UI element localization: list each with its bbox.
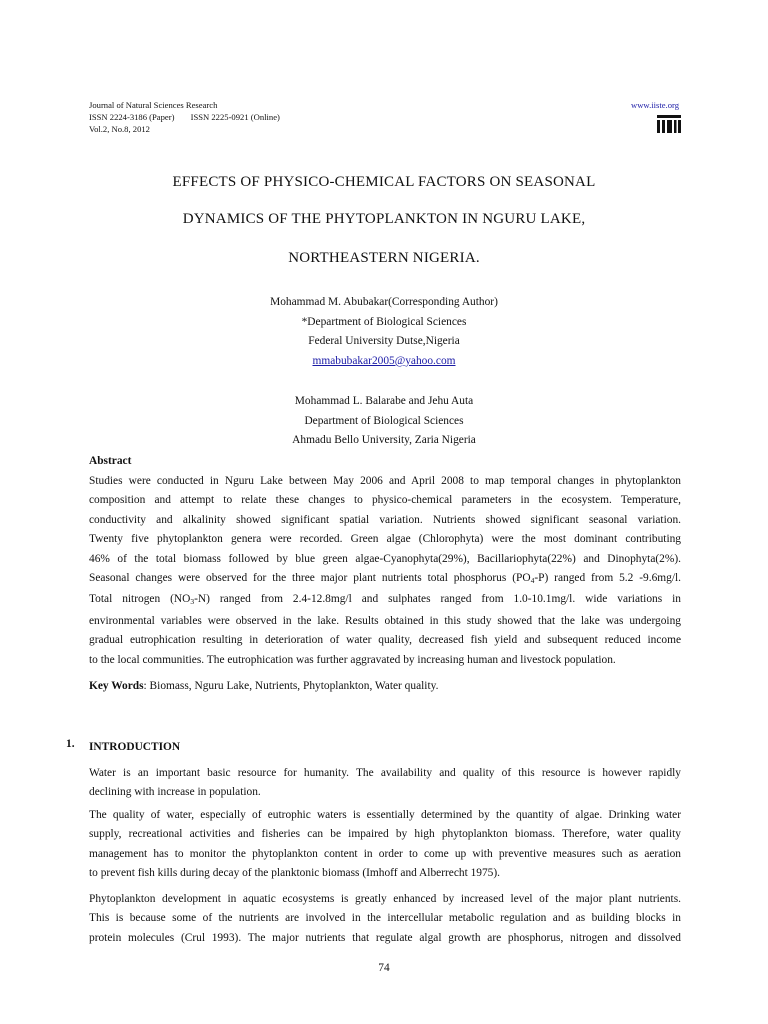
intro-paragraph-3 <box>89 890 681 948</box>
abstract-line: environmental variables were observed in the lake. Results obtained in this study showed that the lake was undergoing <box>89 614 681 627</box>
author-department: *Department of Biological Sciences <box>301 315 467 328</box>
issn-online: ISSN 2225-0921 (Online) <box>190 112 280 122</box>
keywords <box>89 677 681 696</box>
intro-paragraph-1 <box>89 764 681 803</box>
paragraph-line: supply, recreational activities and fisheries can be impaired by high phytoplankton biomass. Therefore, water quality <box>89 828 681 841</box>
abstract-text <box>89 472 681 670</box>
author-name: Mohammad M. Abubakar(Corresponding Author) <box>270 296 498 308</box>
author-university: Federal University Dutse,Nigeria <box>308 335 460 348</box>
abstract-line: Seasonal changes were observed for the three major plant nutrients total phosphorus $(PO_4-P)$ ranged from 5.2 -9.6mg/l. <box>89 572 681 586</box>
coauthor-university: Ahmadu Bello University, Zaria Nigeria <box>292 434 476 447</box>
coauthor-department: Department of Biological Sciences <box>304 414 464 427</box>
abstract-line: conductivity and alkalinity showed significant spatial variation. Nutrients showed significant seasonal variation. <box>89 513 681 526</box>
journal-name: Journal of Natural Sciences Research <box>89 100 218 110</box>
paper-title-line-3: NORTHEASTERN NIGERIA. <box>288 250 480 266</box>
abstract-line: Total nitrogen $(NO_3-N)$ ranged from 2.4-12.8mg/l and sulphates ranged from 1.0-10.1mg/l. wide variations in <box>89 593 681 607</box>
paragraph-line: This is because some of the nutrients are involved in the intercellular metabolic regulation and as building blocks in <box>89 912 681 925</box>
author-email-link[interactable]: mmabubakar2005@yahoo.com <box>312 354 456 367</box>
paragraph-line: to prevent fish kills during decay of the planktonic biomass (Imhoff and Alberrecht 1975). <box>89 867 501 880</box>
abstract-line: gradual eutrophication resulting in deterioration of water quality, decreased fish yield and subsequent reduced income <box>89 634 681 647</box>
abstract-heading: Abstract <box>89 455 132 467</box>
paper-title-line-1: EFFECTS OF PHYSICO-CHEMICAL FACTORS ON SEASONAL <box>172 174 596 190</box>
paragraph-line: The quality of water, especially of eutrophic waters is essentially determined by the quantity of algae. Drinking water <box>89 809 681 821</box>
keywords-label: Key Words <box>89 680 144 692</box>
issn-paper: ISSN 2224-3186 (Paper) <box>89 112 175 122</box>
paragraph-line: Phytoplankton development in aquatic ecosystems is greatly enhanced by increased level of the major plant nutrients. <box>89 893 681 905</box>
author-block-1 <box>150 293 618 371</box>
section-number: 1. <box>66 738 75 750</box>
intro-paragraph-2 <box>89 806 681 884</box>
coauthor-names: Mohammad L. Balarabe and Jehu Auta <box>294 395 474 407</box>
section-heading: INTRODUCTION <box>89 741 181 753</box>
paragraph-line: Water is an important basic resource for humanity. The availability and quality of this resource is however rapidly <box>89 767 681 779</box>
abstract-line: to the local communities. The eutrophication was further aggravated by increasing human and livestock population. <box>89 653 616 666</box>
journal-header <box>89 99 683 135</box>
keywords-text: : Biomass, Nguru Lake, Nutrients, Phytoplankton, Water quality. <box>143 680 439 692</box>
paper-title-line-2: DYNAMICS OF THE PHYTOPLANKTON IN NGURU LAKE, <box>182 211 586 227</box>
iiste-logo-icon <box>655 113 683 135</box>
abstract-line: Studies were conducted in Nguru Lake between May 2006 and April 2008 to map temporal changes in phytoplankton <box>89 475 681 487</box>
journal-volume: Vol.2, No.8, 2012 <box>89 124 150 134</box>
abstract-line: Twenty five phytoplankton genera were recorded. Green algae (Chlorophyta) were the most dominant contributing <box>89 533 681 546</box>
abstract-line: composition and attempt to relate these changes to physico-chemical parameters in the ecosystem. Temperature, <box>89 494 681 507</box>
paragraph-line: management has to monitor the phytoplankton content in order to come up with preventive measures such as aeration <box>89 847 681 860</box>
page-number: 74 <box>378 962 390 974</box>
paragraph-line: protein molecules (Crul 1993). The major nutrients that regulate algal growth are phosphorus, nitrogen and dissolved <box>89 931 681 944</box>
journal-url-link[interactable]: www.iiste.org <box>631 100 679 110</box>
abstract-line: 46% of the total biomass followed by blue green algae-Cyanophyta(29%), Bacillariophyta(22%) and Dinophyta(2%). <box>89 552 681 565</box>
author-block-2 <box>150 392 618 451</box>
paragraph-line: declining with increase in population. <box>89 786 261 799</box>
